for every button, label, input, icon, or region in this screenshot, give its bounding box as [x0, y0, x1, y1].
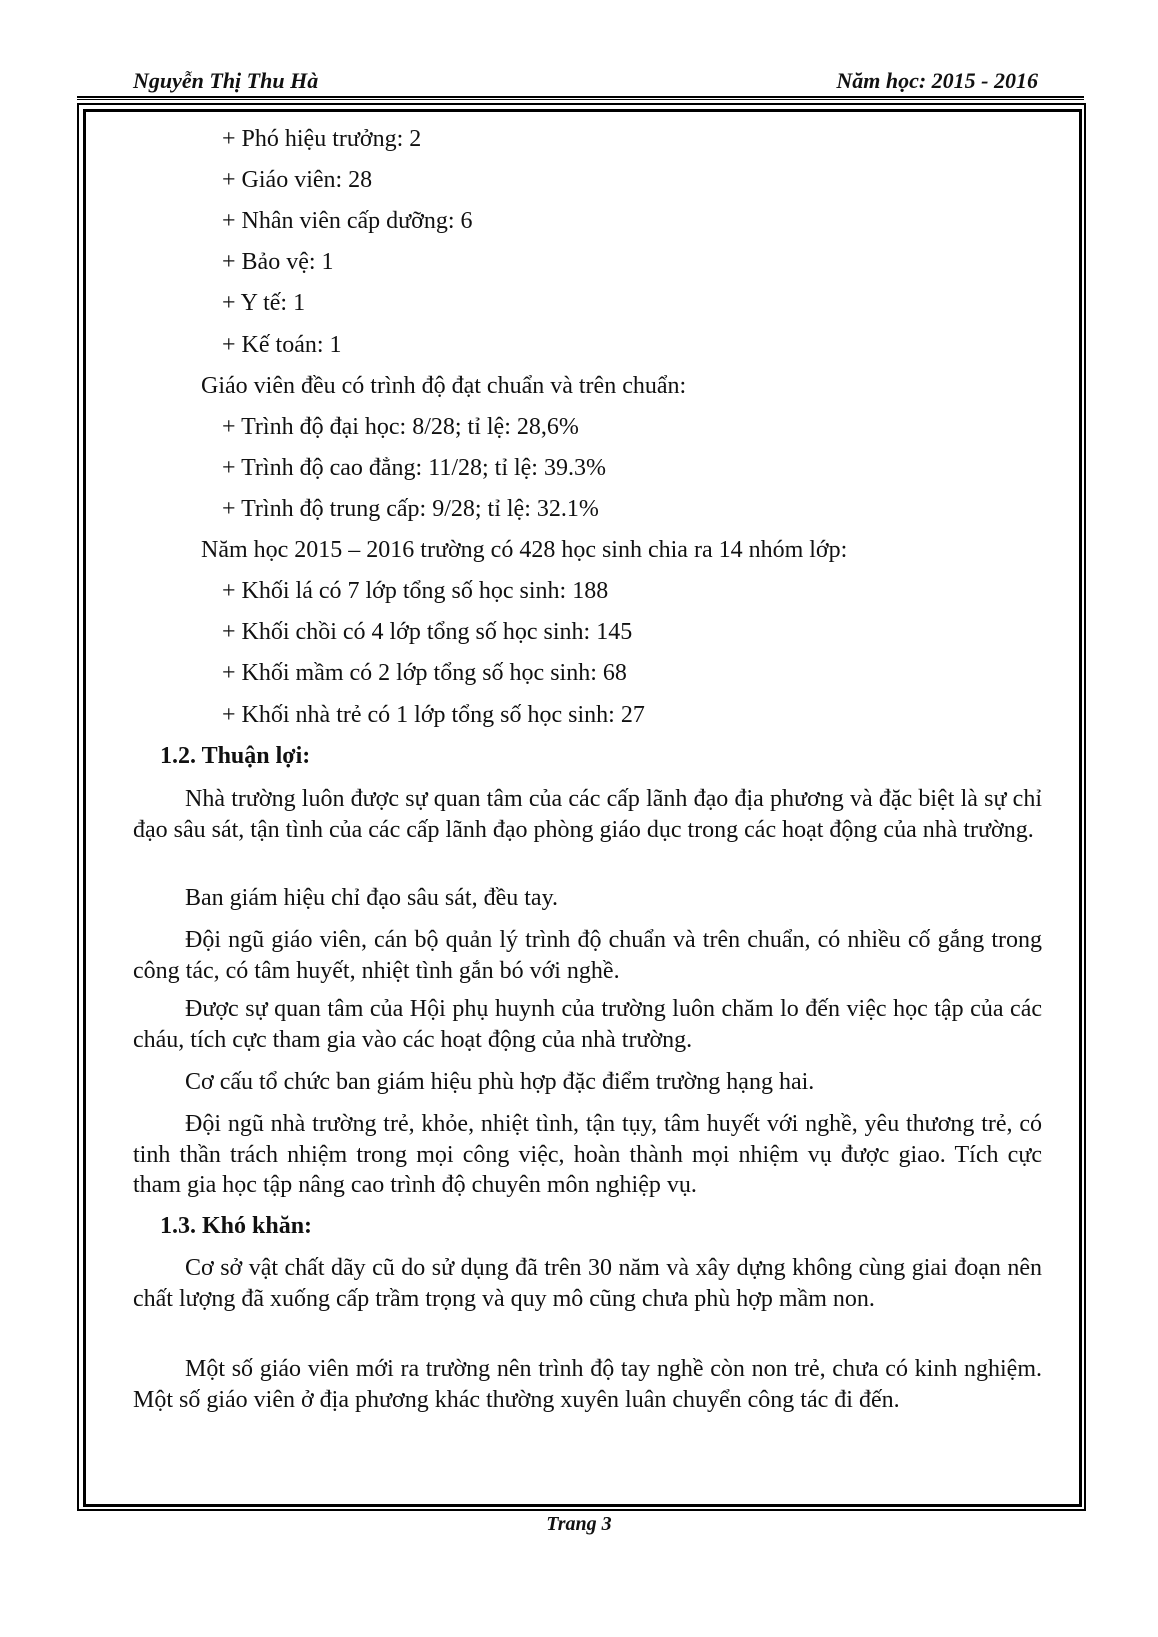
qualification-intro: Giáo viên đều có trình độ đạt chuẩn và trên chuẩn: — [201, 373, 687, 399]
qualification-item: + Trình độ đại học: 8/28; tỉ lệ: 28,6% — [222, 414, 579, 440]
page-number: Trang 3 — [546, 1513, 612, 1535]
student-group-item: + Khối lá có 7 lớp tổng số học sinh: 188 — [222, 578, 609, 604]
staff-item: + Giáo viên: 28 — [222, 167, 373, 193]
qualification-item: + Trình độ cao đẳng: 11/28; tỉ lệ: 39.3% — [222, 455, 606, 481]
student-group-item: + Khối chồi có 4 lớp tổng số học sinh: 145 — [222, 619, 633, 645]
difficulties-heading: 1.3. Khó khăn: — [160, 1213, 313, 1239]
header-rule-bottom — [77, 99, 1084, 100]
staff-item: + Kế toán: 1 — [222, 332, 342, 358]
advantages-paragraph: Đội ngũ nhà trường trẻ, khỏe, nhiệt tình, tận tụy, tâm huyết với nghề, yêu thương trẻ, có tinh thần trách nhiệm trong mọi công việc, hoàn thành mọi nhiệm vụ được giao. Tích cực tham gia học tập nâng cao trình độ chuyên môn nghiệp vụ. — [133, 1111, 1042, 1198]
advantages-paragraph: Đội ngũ giáo viên, cán bộ quản lý trình độ chuẩn và trên chuẩn, có nhiều cố gắng trong công tác, có tâm huyết, nhiệt tình gắn bó với nghề. — [133, 927, 1042, 984]
staff-item: + Phó hiệu trưởng: 2 — [222, 126, 422, 152]
advantages-paragraph: Được sự quan tâm của Hội phụ huynh của trường luôn chăm lo đến việc học tập của các cháu, tích cực tham gia vào các hoạt động của nhà trường. — [133, 996, 1042, 1053]
staff-item: + Nhân viên cấp dưỡng: 6 — [222, 208, 473, 234]
difficulties-paragraph: Cơ sở vật chất dãy cũ do sử dụng đã trên 30 năm và xây dựng không cùng giai đoạn nên chất lượng đã xuống cấp trầm trọng và quy mô cũng chưa phù hợp mầm non. — [133, 1255, 1042, 1312]
header-author: Nguyễn Thị Thu Hà — [133, 68, 319, 93]
advantages-paragraph: Ban giám hiệu chỉ đạo sâu sát, đều tay. — [185, 885, 559, 911]
difficulties-paragraph: Một số giáo viên mới ra trường nên trình độ tay nghề còn non trẻ, chưa có kinh nghiệm. Một số giáo viên ở địa phương khác thường xuyên luân chuyển công tác đi đến. — [133, 1356, 1042, 1413]
staff-item: + Y tế: 1 — [222, 290, 306, 316]
students-intro: Năm học 2015 – 2016 trường có 428 học sinh chia ra 14 nhóm lớp: — [201, 537, 848, 563]
header-rule-top — [77, 96, 1084, 98]
header-school-year: Năm học: 2015 - 2016 — [836, 68, 1038, 93]
advantages-heading: 1.2. Thuận lợi: — [160, 743, 311, 769]
student-group-item: + Khối mầm có 2 lớp tổng số học sinh: 68 — [222, 660, 627, 686]
advantages-paragraph: Nhà trường luôn được sự quan tâm của các cấp lãnh đạo địa phương và đặc biệt là sự chỉ đạo sâu sát, tận tình của các cấp lãnh đạo phòng giáo dục trong các hoạt động của nhà trường. — [133, 786, 1042, 843]
advantages-paragraph: Cơ cấu tổ chức ban giám hiệu phù hợp đặc điểm trường hạng hai. — [185, 1069, 815, 1095]
qualification-item: + Trình độ trung cấp: 9/28; tỉ lệ: 32.1% — [222, 496, 599, 522]
student-group-item: + Khối nhà trẻ có 1 lớp tổng số học sinh: 27 — [222, 702, 645, 728]
staff-item: + Bảo vệ: 1 — [222, 249, 334, 275]
